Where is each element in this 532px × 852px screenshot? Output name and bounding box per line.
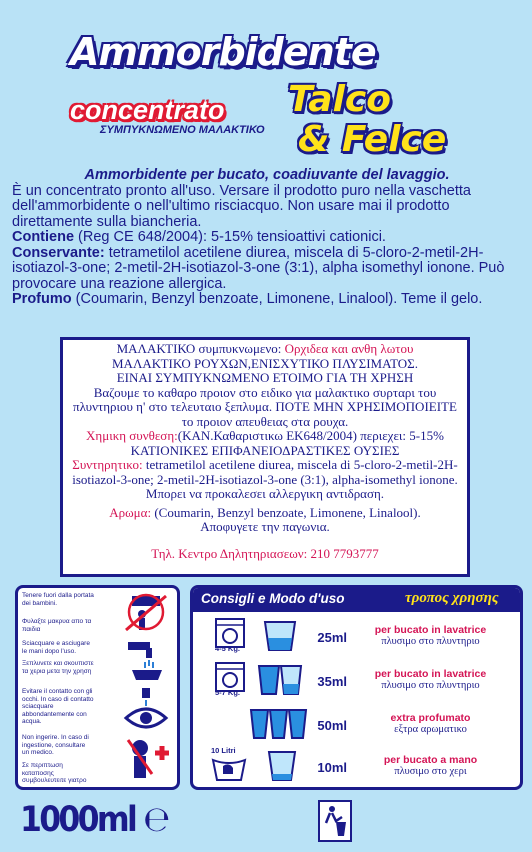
greek-aroma: Αρωμα: (Coumarin, Benzyl benzoate, Limonene, Linalool).	[109, 504, 421, 520]
usage-row	[193, 616, 523, 656]
measuring-cap-icon	[249, 704, 309, 742]
variant-line-1: Talco	[288, 79, 391, 120]
dose-amount: 50ml	[317, 718, 347, 733]
dose-amount: 10ml	[317, 760, 347, 775]
usage-instructions-panel	[190, 585, 523, 790]
measuring-cap-icon	[265, 746, 299, 784]
dose-amount: 35ml	[317, 674, 347, 689]
usage-note: per bucato a mano πλυσιμο στο χερι	[383, 754, 478, 777]
usage-title: Consigli e Modo d'uso	[201, 591, 345, 606]
usage-note: extra profumato εξτρα αρωματικο	[390, 712, 471, 735]
italian-body: È un concentrato pronto all'uso. Versare il prodotto puro nella vaschetta dell'ammorbidente o nell'ultimo risciacquo. Non usare mai il prodotto direttamente sulla biancheria.	[12, 182, 471, 230]
greek-product-line: ΜΑΛΑΚΤΙΚΟ συμπυκνωμενο: Ορχιδεα και ανθη λωτου	[116, 341, 414, 356]
usage-note: per bucato in lavatrice πλυσιμο στο πλυντηριο	[374, 668, 487, 691]
safety-warnings-panel: Tenere fuori dalla portata dei bambini. Φυλαξτε μακρυα απο τα παιδια Sciacquare e asciugare le mani dopo l'uso. Ξεπλυνετε και σκουπιστε τα χερια μετα την χρηση Evitare il contatto con gli occhi. In caso di contatto sciacquare abbondantemente con acqua. Non ingerire. In caso di ingestione, consultare un medico. Σε περιπτωση καταποσης συμβουλευτειτε γιατρο	[15, 585, 180, 790]
product-name: Ammorbidente	[70, 30, 376, 74]
italian-fragrance: Profumo (Coumarin, Benzyl benzoate, Limonene, Linalool). Teme il gelo.	[12, 291, 483, 307]
greek-line-3: ΕΙΝΑΙ ΣΥΜΠΥΚΝΩΜΕΝΟ ΕΤΟΙΜΟ ΓΙΑ ΤΗ ΧΡΗΣΗ	[116, 370, 414, 385]
greek-label-box	[60, 337, 470, 577]
usage-row	[193, 660, 523, 700]
measuring-cap-icon	[257, 660, 303, 698]
no-ingest-icon	[122, 734, 170, 782]
load-size: 10 Litri	[211, 746, 236, 755]
usage-row	[193, 704, 523, 744]
measuring-cap-icon	[261, 616, 299, 654]
fragrance-variant	[288, 80, 446, 160]
usage-header	[193, 588, 523, 612]
italian-description	[12, 168, 522, 308]
brand-header	[0, 0, 532, 165]
italian-lead: Ammorbidente per bucato, coadiuvante del lavaggio.	[84, 167, 450, 183]
usage-note: per bucato in lavatrice πλυσιμο στο πλυντηριο	[374, 624, 487, 647]
greek-line-2: ΜΑΛΑΚΤΙΚΟ ΡΟΥΧΩΝ,ΕΝΙΣΧΥΤΙΚΟ ΠΛΥΣΙΜΑΤΟΣ.	[112, 355, 418, 371]
load-size: 4-5 Kg.	[215, 644, 241, 653]
product-type: concentrato	[70, 95, 225, 125]
load-size: 5-7 Kg.	[215, 688, 241, 697]
greek-preservative: Συντηρητικο: tetrametilol acetilene diurea, miscela di 5-cloro-2-metil-2H-isotiazol-3-one; 2-metil-2H-isotiazol-3-one (3:1), alpha-isomethyl ionone. Μπορει να προκαλεσει αλλεργικη αντιδραση.	[72, 457, 458, 501]
eye-rinse-icon	[122, 688, 170, 732]
usage-title-greek: τροπος χρησης	[405, 590, 499, 606]
greek-composition: Χημικη συνθεση:(ΚΑΝ.Καθαριστικω ΕΚ648/2004) περιεχει: 5-15% ΚΑΤΙΟΝΙΚΕΣ ΕΠΙΦΑΝΕΙΟΔΡΑΣΤΙΚΕΣ ΟΥΣΙΕΣ	[86, 428, 444, 458]
variant-line-2: & Felce	[298, 119, 447, 160]
italian-preservative: Conservante: tetrametilol acetilene diurea, miscela di 5-cloro-2-metil-2H-isotiazol-3-one; 2-metil-2H-isotiazol-3-one (3:1), alpha isomethyl ionone. Può provocare una reazione allergica.	[12, 244, 505, 292]
wash-hands-icon	[122, 640, 170, 684]
greek-frost: Αποφυγετε την παγωνια.	[200, 519, 330, 534]
dose-amount: 25ml	[317, 630, 347, 645]
recycle-bin-icon	[318, 800, 352, 842]
net-volume: 1000ml ℮	[20, 800, 171, 840]
italian-ingredients: Contiene (Reg CE 648/2004): 5-15% tensioattivi cationici.	[12, 229, 386, 245]
child-reach-icon	[122, 592, 170, 632]
usage-row	[193, 746, 523, 786]
poison-center-phone: Τηλ. Κεντρο Δηλητηριασεων: 210 7793777	[151, 545, 379, 561]
hand-wash-icon	[211, 756, 247, 782]
greek-instructions: Βαζουμε το καθαρο προιον στο ειδικο για μαλακτικο συρταρι του πλυντηριου η' στο τελευταιο ξεπλυμα. ΠΟΤΕ ΜΗΝ ΧΡΗΣΙΜΟΠΟΙΕΙΤΕ το προιον απευθειας στα ρουχα.	[73, 384, 457, 429]
product-type-greek: ΣΥΜΠΥΚΝΩΜΕΝΟ ΜΑΛΑΚΤΙΚΟ	[100, 124, 265, 136]
